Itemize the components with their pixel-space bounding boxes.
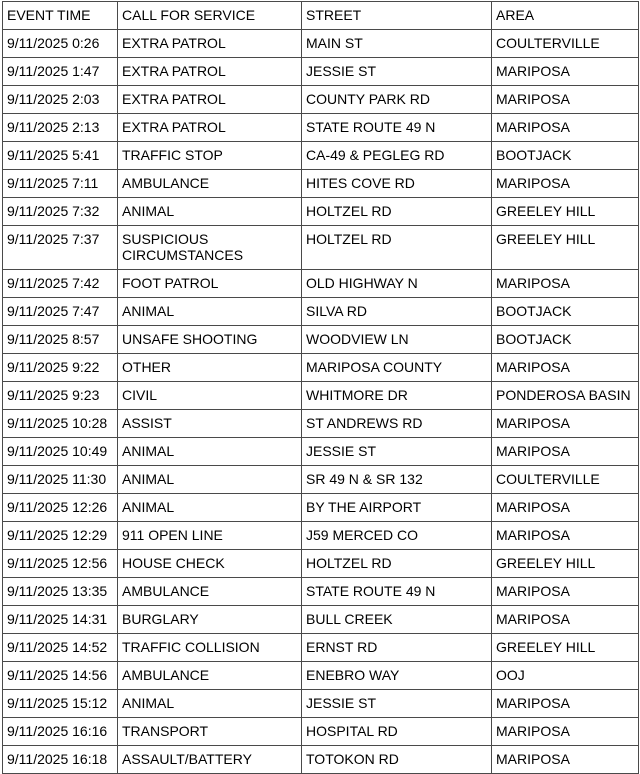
cell-street: HOLTZEL RD [302, 226, 492, 270]
cell-street: STATE ROUTE 49 N [302, 114, 492, 142]
header-event-time: EVENT TIME [3, 2, 118, 30]
cell-street: HOLTZEL RD [302, 550, 492, 578]
table-row [3, 198, 639, 226]
cell-area: BOOTJACK [492, 298, 639, 326]
cell-call-for-service: FOOT PATROL [118, 270, 302, 298]
cell-street: JESSIE ST [302, 438, 492, 466]
cell-area: MARIPOSA [492, 438, 639, 466]
cell-call-for-service: OTHER [118, 354, 302, 382]
cell-event-time: 9/11/2025 1:47 [3, 58, 118, 86]
table-row [3, 438, 639, 466]
cell-call-for-service: ANIMAL [118, 494, 302, 522]
cell-street: TOTOKON RD [302, 746, 492, 774]
cell-event-time: 9/11/2025 16:16 [3, 718, 118, 746]
cell-event-time: 9/11/2025 7:47 [3, 298, 118, 326]
cell-street: SILVA RD [302, 298, 492, 326]
cell-call-for-service: EXTRA PATROL [118, 114, 302, 142]
cell-call-for-service: ANIMAL [118, 690, 302, 718]
cell-area: COULTERVILLE [492, 30, 639, 58]
cell-street: ENEBRO WAY [302, 662, 492, 690]
table-row [3, 270, 639, 298]
cell-call-for-service: AMBULANCE [118, 662, 302, 690]
table-row [3, 410, 639, 438]
cell-event-time: 9/11/2025 14:31 [3, 606, 118, 634]
table-row [3, 354, 639, 382]
table-row [3, 522, 639, 550]
cell-call-for-service: BURGLARY [118, 606, 302, 634]
table-row [3, 226, 639, 270]
table-row [3, 298, 639, 326]
header-call-for-service: CALL FOR SERVICE [118, 2, 302, 30]
cell-street: MAIN ST [302, 30, 492, 58]
table-row [3, 662, 639, 690]
table-row [3, 58, 639, 86]
cell-event-time: 9/11/2025 12:26 [3, 494, 118, 522]
cell-street: JESSIE ST [302, 58, 492, 86]
cell-area: MARIPOSA [492, 578, 639, 606]
cell-call-for-service: EXTRA PATROL [118, 30, 302, 58]
cell-area: MARIPOSA [492, 522, 639, 550]
cell-area: MARIPOSA [492, 746, 639, 774]
cell-area: COULTERVILLE [492, 466, 639, 494]
table-row [3, 578, 639, 606]
cell-area: MARIPOSA [492, 270, 639, 298]
cell-street: SR 49 N & SR 132 [302, 466, 492, 494]
cell-event-time: 9/11/2025 15:12 [3, 690, 118, 718]
cell-event-time: 9/11/2025 16:18 [3, 746, 118, 774]
cell-street: CA-49 & PEGLEG RD [302, 142, 492, 170]
header-street: STREET [302, 2, 492, 30]
cell-call-for-service: EXTRA PATROL [118, 86, 302, 114]
cell-event-time: 9/11/2025 7:11 [3, 170, 118, 198]
cell-street: WHITMORE DR [302, 382, 492, 410]
cell-area: MARIPOSA [492, 354, 639, 382]
cell-call-for-service: SUSPICIOUS CIRCUMSTANCES [118, 226, 302, 270]
cell-street: COUNTY PARK RD [302, 86, 492, 114]
table-row [3, 86, 639, 114]
cell-event-time: 9/11/2025 7:37 [3, 226, 118, 270]
table-row [3, 326, 639, 354]
cell-area: PONDEROSA BASIN [492, 382, 639, 410]
cell-area: MARIPOSA [492, 606, 639, 634]
cell-street: HOSPITAL RD [302, 718, 492, 746]
cell-event-time: 9/11/2025 8:57 [3, 326, 118, 354]
cell-call-for-service: TRANSPORT [118, 718, 302, 746]
cell-event-time: 9/11/2025 9:22 [3, 354, 118, 382]
cell-call-for-service: ANIMAL [118, 466, 302, 494]
table-row [3, 494, 639, 522]
cell-call-for-service: ANIMAL [118, 438, 302, 466]
cell-event-time: 9/11/2025 12:29 [3, 522, 118, 550]
cell-call-for-service: ASSIST [118, 410, 302, 438]
cell-area: MARIPOSA [492, 718, 639, 746]
table-row [3, 606, 639, 634]
cell-call-for-service: ASSAULT/BATTERY [118, 746, 302, 774]
cell-area: MARIPOSA [492, 690, 639, 718]
table-row [3, 690, 639, 718]
cell-call-for-service: UNSAFE SHOOTING [118, 326, 302, 354]
cell-area: GREELEY HILL [492, 550, 639, 578]
cell-event-time: 9/11/2025 5:41 [3, 142, 118, 170]
table-row [3, 746, 639, 774]
cell-event-time: 9/11/2025 14:56 [3, 662, 118, 690]
header-row [3, 2, 639, 30]
cell-call-for-service: ANIMAL [118, 198, 302, 226]
cell-street: JESSIE ST [302, 690, 492, 718]
cell-event-time: 9/11/2025 13:35 [3, 578, 118, 606]
table-row [3, 550, 639, 578]
table-row [3, 718, 639, 746]
cell-street: ERNST RD [302, 634, 492, 662]
table-row [3, 634, 639, 662]
cell-area: OOJ [492, 662, 639, 690]
cell-area: MARIPOSA [492, 58, 639, 86]
table-header [3, 2, 639, 30]
cell-event-time: 9/11/2025 7:32 [3, 198, 118, 226]
cell-area: MARIPOSA [492, 494, 639, 522]
cell-call-for-service: EXTRA PATROL [118, 58, 302, 86]
cell-call-for-service: AMBULANCE [118, 170, 302, 198]
cell-event-time: 9/11/2025 9:23 [3, 382, 118, 410]
cell-event-time: 9/11/2025 10:28 [3, 410, 118, 438]
table-row [3, 142, 639, 170]
cell-event-time: 9/11/2025 0:26 [3, 30, 118, 58]
cell-area: MARIPOSA [492, 86, 639, 114]
header-area: AREA [492, 2, 639, 30]
cell-event-time: 9/11/2025 2:03 [3, 86, 118, 114]
table-row [3, 114, 639, 142]
cell-event-time: 9/11/2025 2:13 [3, 114, 118, 142]
table-row [3, 466, 639, 494]
table-body [3, 30, 639, 774]
cell-call-for-service: TRAFFIC STOP [118, 142, 302, 170]
cell-call-for-service: HOUSE CHECK [118, 550, 302, 578]
cell-area: GREELEY HILL [492, 634, 639, 662]
cell-street: WOODVIEW LN [302, 326, 492, 354]
cell-street: HITES COVE RD [302, 170, 492, 198]
cell-street: STATE ROUTE 49 N [302, 578, 492, 606]
cell-street: BY THE AIRPORT [302, 494, 492, 522]
cell-area: BOOTJACK [492, 326, 639, 354]
cell-call-for-service: AMBULANCE [118, 578, 302, 606]
cell-street: BULL CREEK [302, 606, 492, 634]
cell-event-time: 9/11/2025 10:49 [3, 438, 118, 466]
cell-call-for-service: CIVIL [118, 382, 302, 410]
table-row [3, 382, 639, 410]
cell-call-for-service: TRAFFIC COLLISION [118, 634, 302, 662]
cell-event-time: 9/11/2025 11:30 [3, 466, 118, 494]
cell-call-for-service: ANIMAL [118, 298, 302, 326]
call-log-table [2, 1, 639, 774]
cell-street: J59 MERCED CO [302, 522, 492, 550]
cell-street: MARIPOSA COUNTY [302, 354, 492, 382]
table-row [3, 30, 639, 58]
cell-area: MARIPOSA [492, 114, 639, 142]
cell-area: MARIPOSA [492, 410, 639, 438]
cell-street: ST ANDREWS RD [302, 410, 492, 438]
cell-street: HOLTZEL RD [302, 198, 492, 226]
cell-area: BOOTJACK [492, 142, 639, 170]
cell-area: GREELEY HILL [492, 226, 639, 270]
cell-event-time: 9/11/2025 7:42 [3, 270, 118, 298]
cell-call-for-service: 911 OPEN LINE [118, 522, 302, 550]
cell-area: MARIPOSA [492, 170, 639, 198]
cell-street: OLD HIGHWAY N [302, 270, 492, 298]
cell-event-time: 9/11/2025 14:52 [3, 634, 118, 662]
cell-event-time: 9/11/2025 12:56 [3, 550, 118, 578]
table-row [3, 170, 639, 198]
cell-area: GREELEY HILL [492, 198, 639, 226]
